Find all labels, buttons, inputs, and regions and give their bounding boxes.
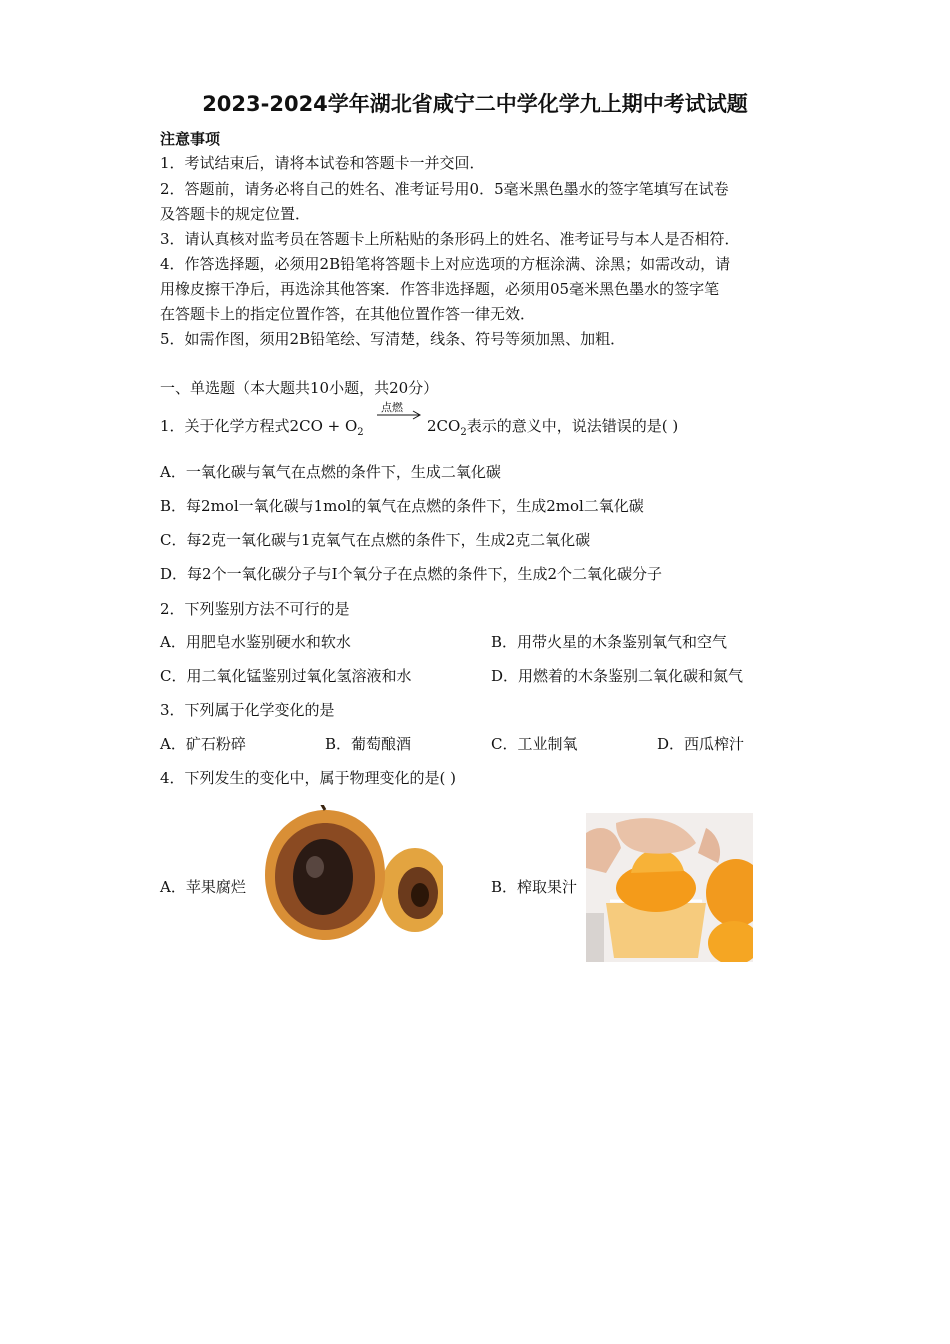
- q1-option-c[interactable]: C．每2克一氧化碳与1克氧气在点燃的条件下，生成2克二氧化碳: [160, 531, 591, 549]
- q4-option-b[interactable]: B．榨取果汁: [491, 878, 578, 896]
- q4-option-a[interactable]: A．苹果腐烂: [160, 878, 246, 896]
- q1-prefix: 1．关于化学方程式2CO + O: [160, 417, 358, 435]
- reaction-arrow: [375, 402, 423, 424]
- q3-option-b[interactable]: B．葡萄酿酒: [325, 735, 412, 753]
- q3-option-c[interactable]: C．工业制氧: [491, 735, 578, 753]
- juice-squeezing-image: [586, 813, 753, 962]
- notice-item: 用橡皮擦干净后，再选涂其他答案．作答非选择题，必须用05毫米黑色墨水的签字笔: [160, 280, 720, 298]
- q3-stem: 3．下列属于化学变化的是: [160, 701, 335, 719]
- rotten-apple-image: [255, 805, 443, 942]
- q1-product-sub: 2: [460, 427, 467, 438]
- q2-option-a[interactable]: A．用肥皂水鉴别硬水和软水: [160, 633, 351, 651]
- section-heading: 一、单选题（本大题共10小题，共20分）: [160, 379, 439, 397]
- q1-option-d[interactable]: D．每2个一氧化碳分子与I个氧分子在点燃的条件下，生成2个二氧化碳分子: [160, 565, 663, 583]
- notice-item: 及答题卡的规定位置．: [160, 205, 311, 223]
- q1-suffix: 表示的意义中，说法错误的是( ): [466, 417, 679, 435]
- notice-item: 2．答题前，请务必将自己的姓名、准考证号用0．5毫米黑色墨水的签字笔填写在试卷: [160, 180, 729, 198]
- q4-stem: 4．下列发生的变化中，属于物理变化的是( ): [160, 769, 457, 787]
- notice-item: 4．作答选择题，必须用2B铅笔将答题卡上对应选项的方框涂满、涂黑；如需改动，请: [160, 255, 731, 273]
- q1-option-a[interactable]: A．一氧化碳与氧气在点燃的条件下，生成二氧化碳: [160, 463, 501, 481]
- q1-product: 2CO: [427, 417, 461, 435]
- page-title: 2023-2024学年湖北省咸宁二中学化学九上期中考试试题: [202, 92, 748, 116]
- q2-option-b[interactable]: B．用带火星的木条鉴别氧气和空气: [491, 633, 728, 651]
- notice-item: 5．如需作图，须用2B铅笔绘、写清楚，线条、符号等须加黑、加粗．: [160, 330, 626, 348]
- notice-heading: 注意事项: [160, 130, 221, 148]
- q3-option-d[interactable]: D．西瓜榨汁: [657, 735, 745, 753]
- q2-option-d[interactable]: D．用燃着的木条鉴别二氧化碳和氮气: [491, 667, 744, 685]
- q3-option-a[interactable]: A．矿石粉碎: [160, 735, 246, 753]
- q1-sub: 2: [357, 427, 364, 438]
- notice-item: 1．考试结束后，请将本试卷和答题卡一并交回．: [160, 154, 485, 172]
- q1-stem: [160, 415, 364, 438]
- arrow-label: 点燃: [381, 401, 403, 414]
- q1-tail: [427, 415, 678, 438]
- notice-item: 3．请认真核对监考员在答题卡上所粘贴的条形码上的姓名、准考证号与本人是否相符．: [160, 230, 740, 248]
- q1-option-b[interactable]: B．每2mol一氧化碳与1mol的氧气在点燃的条件下，生成2mol二氧化碳: [160, 497, 644, 515]
- q2-option-c[interactable]: C．用二氧化锰鉴别过氧化氢溶液和水: [160, 667, 412, 685]
- q2-stem: 2．下列鉴别方法不可行的是: [160, 600, 350, 618]
- notice-item: 在答题卡上的指定位置作答，在其他位置作答一律无效．: [160, 305, 536, 323]
